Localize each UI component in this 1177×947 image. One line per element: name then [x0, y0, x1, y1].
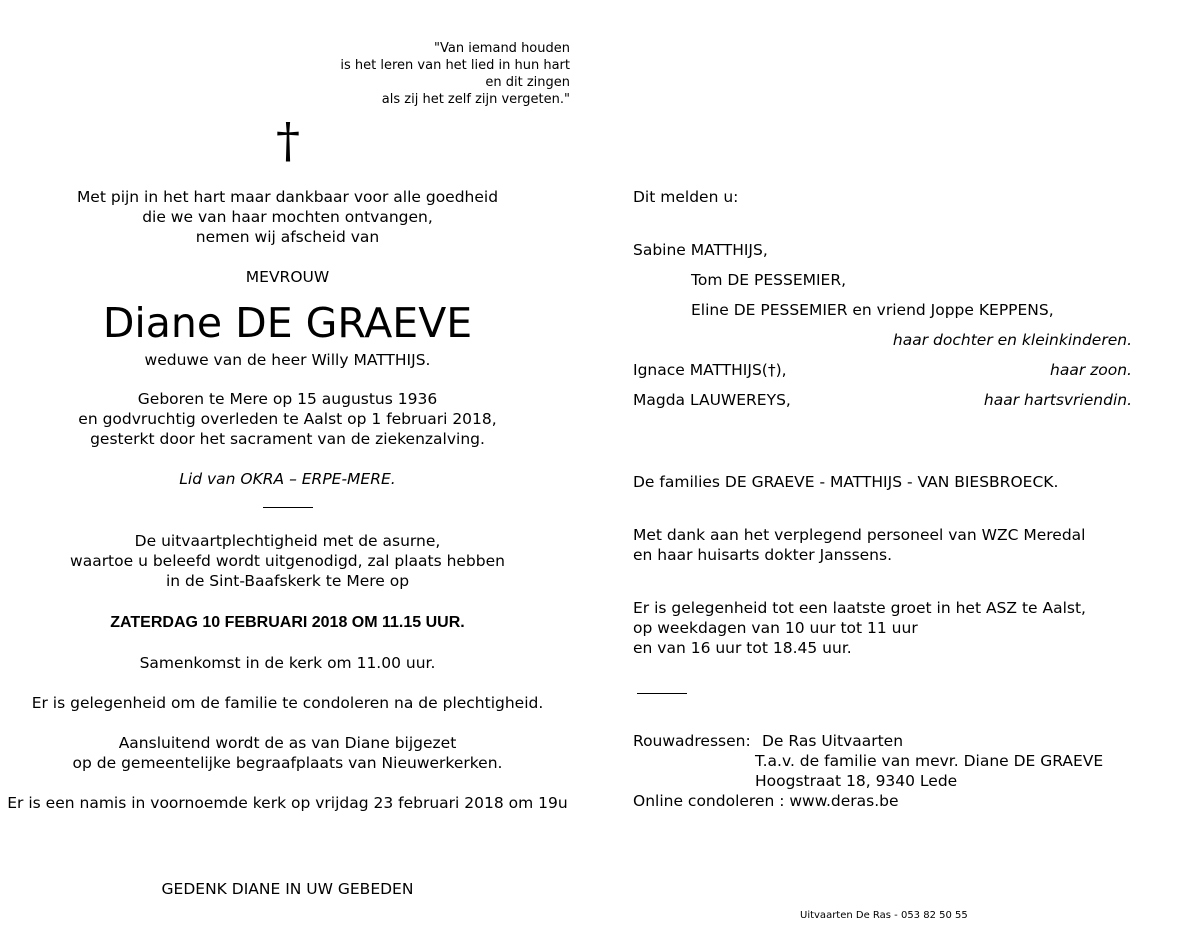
intro-line: die we van haar mochten ontvangen,	[142, 208, 433, 226]
gathering: Samenkomst in de kerk om 11.00 uur.	[139, 654, 436, 672]
address-company: De Ras Uitvaarten	[762, 732, 904, 750]
ceremony	[0, 531, 575, 591]
birth-line: gesterkt door het sacrament van de ziekenzalving.	[90, 430, 485, 448]
thanks	[633, 525, 1086, 565]
farewell-line: Er is gelegenheid tot een laatste groet in het ASZ te Aalst,	[633, 599, 1086, 617]
footer-credit: Uitvaarten De Ras - 053 82 50 55	[800, 910, 968, 921]
mass: Er is een namis in voornoemde kerk op vrijdag 23 februari 2018 om 19u	[7, 794, 568, 812]
announcer-eline: Eline DE PESSEMIER en vriend Joppe KEPPENS,	[691, 301, 1054, 319]
remember-line: GEDENK DIANE IN UW GEBEDEN	[161, 880, 414, 898]
quote-line: als zij het zelf zijn vergeten."	[381, 92, 570, 107]
quote-line: en dit zingen	[485, 75, 570, 90]
condolence-note: Er is gelegenheid om de familie te condoleren na de plechtigheid.	[31, 694, 544, 712]
ceremony-line: in de Sint-Baafskerk te Mere op	[165, 572, 410, 590]
divider	[637, 693, 687, 694]
widow-line: weduwe van de heer Willy MATTHIJS.	[144, 351, 431, 369]
announcers-heading: Dit melden u:	[633, 188, 739, 206]
intro	[0, 187, 575, 247]
title: MEVROUW	[245, 268, 330, 286]
announcer-ignace: Ignace MATTHIJS(†),	[633, 361, 787, 379]
son-relation: haar zoon.	[1050, 361, 1132, 379]
intro-line: Met pijn in het hart maar dankbaar voor alle goedheid	[76, 188, 499, 206]
families: De families DE GRAEVE - MATTHIJS - VAN BIESBROECK.	[633, 473, 1059, 491]
daughter-relation: haar dochter en kleinkinderen.	[892, 331, 1132, 349]
quote	[300, 40, 570, 108]
friend-relation: haar hartsvriendin.	[983, 391, 1132, 409]
burial-line: op de gemeentelijke begraafplaats van Nieuwerkerken.	[72, 754, 503, 772]
ceremony-line: De uitvaartplechtigheid met de asurne,	[134, 532, 441, 550]
ceremony-line: waartoe u beleefd wordt uitgenodigd, zal plaats hebben	[70, 552, 505, 570]
cross-icon: †	[276, 113, 300, 169]
birth-details	[0, 389, 575, 449]
farewell	[633, 598, 1086, 658]
deceased-name: Diane DE GRAEVE	[102, 299, 473, 347]
thanks-line: Met dank aan het verplegend personeel van WZC Meredal	[633, 526, 1086, 544]
farewell-line: en van 16 uur tot 18.45 uur.	[633, 639, 852, 657]
address-street: Hoogstraat 18, 9340 Lede	[755, 772, 958, 790]
quote-line: "Van iemand houden	[434, 41, 570, 56]
divider	[263, 507, 313, 508]
online-condolence: Online condoleren : www.deras.be	[633, 792, 899, 810]
membership: Lid van OKRA – ERPE-MERE.	[179, 470, 396, 488]
funeral-date: ZATERDAG 10 FEBRUARI 2018 OM 11.15 UUR.	[110, 614, 465, 631]
birth-line: en godvruchtig overleden te Aalst op 1 februari 2018,	[78, 410, 497, 428]
burial-line: Aansluitend wordt de as van Diane bijgezet	[118, 734, 457, 752]
announcer-sabine: Sabine MATTHIJS,	[633, 241, 768, 259]
quote-line: is het leren van het lied in hun hart	[340, 58, 570, 73]
thanks-line: en haar huisarts dokter Janssens.	[633, 546, 893, 564]
announcer-tom: Tom DE PESSEMIER,	[691, 271, 847, 289]
intro-line: nemen wij afscheid van	[195, 228, 380, 246]
address-attn: T.a.v. de familie van mevr. Diane DE GRAEVE	[755, 752, 1104, 770]
addresses-label: Rouwadressen:	[633, 732, 751, 750]
farewell-line: op weekdagen van 10 uur tot 11 uur	[633, 619, 918, 637]
announcer-magda: Magda LAUWEREYS,	[633, 391, 791, 409]
birth-line: Geboren te Mere op 15 augustus 1936	[137, 390, 438, 408]
burial	[0, 733, 575, 773]
